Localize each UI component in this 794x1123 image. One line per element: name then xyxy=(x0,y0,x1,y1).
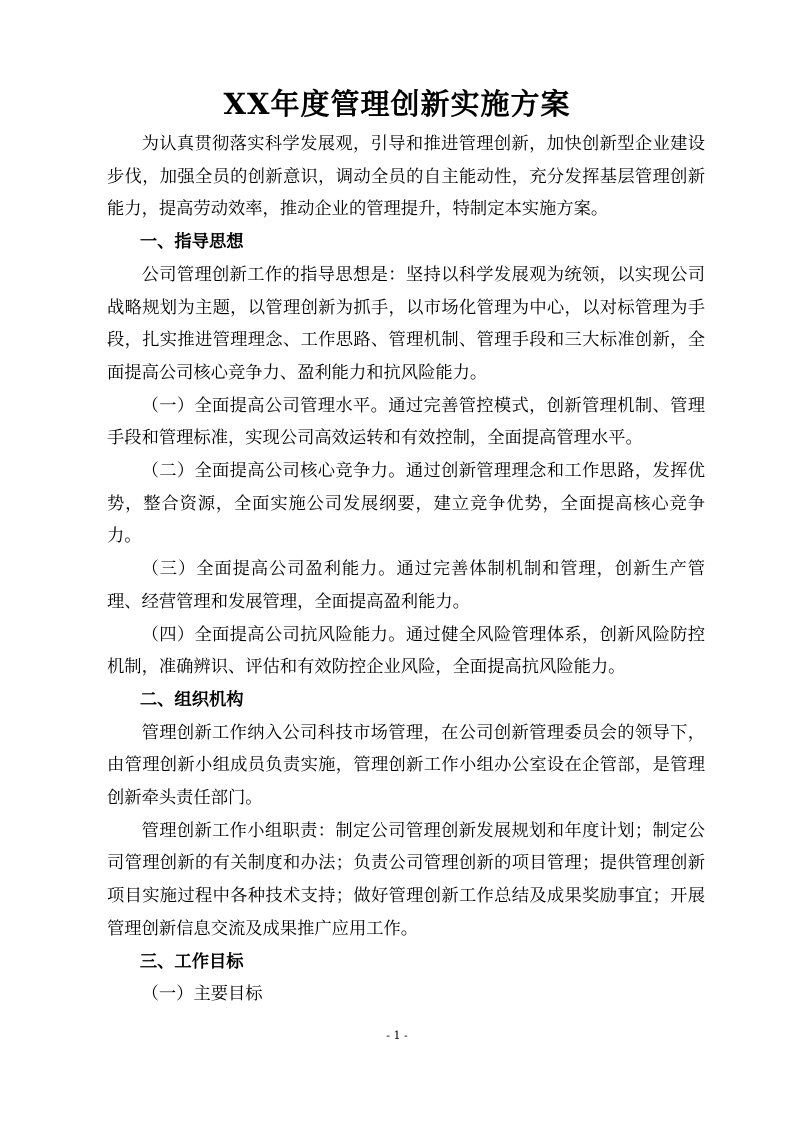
paragraph: （一）主要目标 xyxy=(141,984,263,1005)
section-heading-work-goals: 三、工作目标 xyxy=(139,951,244,972)
paragraph: 管理创新工作小组职责：制定公司管理创新发展规划和年度计划；制定公司管理创新的有关制度和办法；负责公司管理创新的项目管理；提供管理创新项目实施过程中各种技术支持；做好管理创新工作总结及成果奖励事宜；开展管理创新信息交流及成果推广应用工作。 xyxy=(107,820,705,939)
paragraph: （四）全面提高公司抗风险能力。通过健全风险管理体系，创新风险防控机制，准确辨识、评估和有效防控企业风险，全面提高抗风险能力。 xyxy=(107,624,705,678)
paragraph: 公司管理创新工作的指导思想是：坚持以科学发展观为统领，以实现公司战略规划为主题，以管理创新为抓手，以市场化管理为中心，以对标管理为手段，扎实推进管理理念、工作思路、管理机制、管理手段和三大标准创新，全面提高公司核心竞争力、盈利能力和抗风险能力。 xyxy=(107,264,705,383)
document-body xyxy=(107,128,705,1011)
paragraph: （二）全面提高公司核心竞争力。通过创新管理理念和工作思路，发挥优势，整合资源，全面实施公司发展纲要，建立竞争优势，全面提高核心竞争力。 xyxy=(107,461,705,547)
paragraph: （一）全面提高公司管理水平。通过完善管控模式，创新管理机制、管理手段和管理标准，实现公司高效运转和有效控制，全面提高管理水平。 xyxy=(107,395,705,449)
page-number: - 1 - xyxy=(386,1029,408,1042)
section-heading-guiding-ideology: 一、指导思想 xyxy=(139,232,244,253)
document-title: XX年度管理创新实施方案 xyxy=(223,87,571,121)
paragraph: （三）全面提高公司盈利能力。通过完善体制机制和管理，创新生产管理、经营管理和发展管理，全面提高盈利能力。 xyxy=(107,559,705,612)
paragraph: 管理创新工作纳入公司科技市场管理，在公司创新管理委员会的领导下，由管理创新小组成员负责实施，管理创新工作小组办公室设在企管部，是管理创新牵头责任部门。 xyxy=(107,722,705,809)
intro-paragraph: 为认真贯彻落实科学发展观，引导和推进管理创新，加快创新型企业建设步伐，加强全员的创新意识，调动全员的自主能动性，充分发挥基层管理创新能力，提高劳动效率，推动企业的管理提升，特制定本实施方案。 xyxy=(107,134,705,220)
section-heading-organization: 二、组织机构 xyxy=(139,689,244,710)
